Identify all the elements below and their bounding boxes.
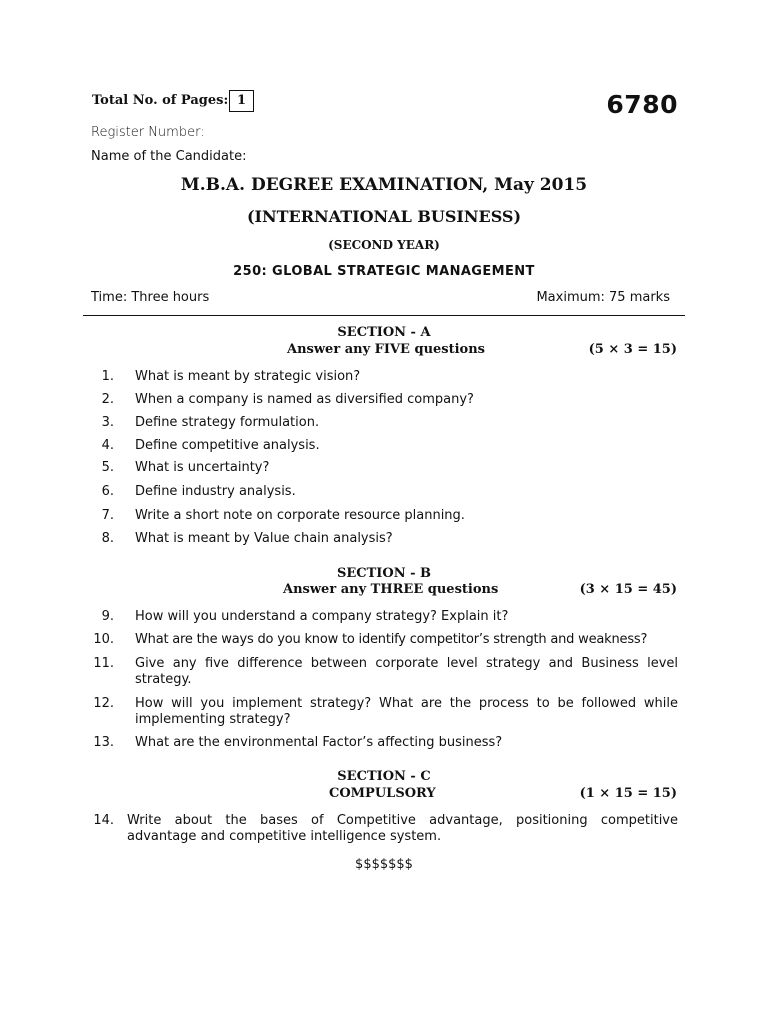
- question-number: 1.: [101, 369, 114, 384]
- question-number: 13.: [93, 735, 114, 750]
- exam-title: M.B.A. DEGREE EXAMINATION, May 2015: [180, 175, 588, 195]
- question-text: When a company is named as diversified company?: [135, 392, 474, 407]
- section-a-title: SECTION - A: [337, 325, 431, 340]
- question-text: Define competitive analysis.: [135, 438, 320, 453]
- question-number: 3.: [101, 415, 114, 430]
- question-number: 8.: [101, 531, 114, 546]
- total-pages-label: Total No. of Pages:: [92, 93, 229, 108]
- candidate-name-label: Name of the Candidate:: [91, 149, 247, 164]
- question-text: Write a short note on corporate resource planning.: [135, 508, 465, 523]
- section-b-marks: (3 × 15 = 45): [579, 582, 677, 597]
- end-marker: $$$$$$$: [355, 857, 413, 872]
- question-text: What is meant by Value chain analysis?: [135, 531, 393, 546]
- section-b-title: SECTION - B: [336, 566, 432, 581]
- section-c-marks: (1 × 15 = 15): [579, 786, 677, 801]
- section-c-title: SECTION - C: [337, 769, 431, 784]
- question-number: 10.: [93, 632, 114, 647]
- question-text: Define strategy formulation.: [135, 415, 320, 430]
- question-number: 9.: [101, 609, 114, 624]
- question-text: Define industry analysis.: [135, 484, 296, 499]
- section-a-marks: (5 × 3 = 15): [588, 342, 677, 357]
- question-text: What are the environmental Factor’s affecting business?: [135, 735, 503, 750]
- question-text: How will you understand a company strategy? Explain it?: [135, 609, 509, 624]
- question-text: What is uncertainty?: [135, 460, 270, 475]
- total-pages-box: 1: [229, 90, 254, 112]
- question-text: Give any five difference between corporate level strategy and Business level strategy.: [135, 656, 678, 687]
- year-title: (SECOND YEAR): [328, 238, 440, 252]
- section-a-instruction: Answer any FIVE questions: [287, 342, 485, 357]
- course-title: 250: GLOBAL STRATEGIC MANAGEMENT: [233, 264, 535, 279]
- time-allowed: Time: Three hours: [91, 290, 210, 305]
- question-text: How will you implement strategy? What are the process to be followed while implementing strategy?: [135, 696, 678, 727]
- question-number: 7.: [101, 508, 114, 523]
- question-number: 5.: [101, 460, 114, 475]
- question-number: 12.: [93, 696, 114, 711]
- question-text: Write about the bases of Competitive advantage, positioning competitive advantage and competitive intelligence system.: [127, 813, 678, 844]
- question-text: What are the ways do you know to identify competitor’s strength and weakness?: [135, 632, 648, 647]
- question-number: 14.: [93, 813, 114, 828]
- register-number-label: Register Number:: [91, 125, 205, 140]
- program-title: (INTERNATIONAL BUSINESS): [246, 207, 522, 226]
- question-number: 4.: [101, 438, 114, 453]
- question-text: What is meant by strategic vision?: [135, 369, 361, 384]
- question-number: 2.: [101, 392, 114, 407]
- header-divider: [83, 315, 685, 316]
- maximum-marks: Maximum: 75 marks: [536, 290, 670, 305]
- question-number: 11.: [93, 656, 114, 671]
- paper-code: 6780: [606, 90, 678, 119]
- section-b-instruction: Answer any THREE questions: [283, 582, 499, 597]
- section-c-instruction: COMPULSORY: [329, 786, 436, 801]
- question-number: 6.: [101, 484, 114, 499]
